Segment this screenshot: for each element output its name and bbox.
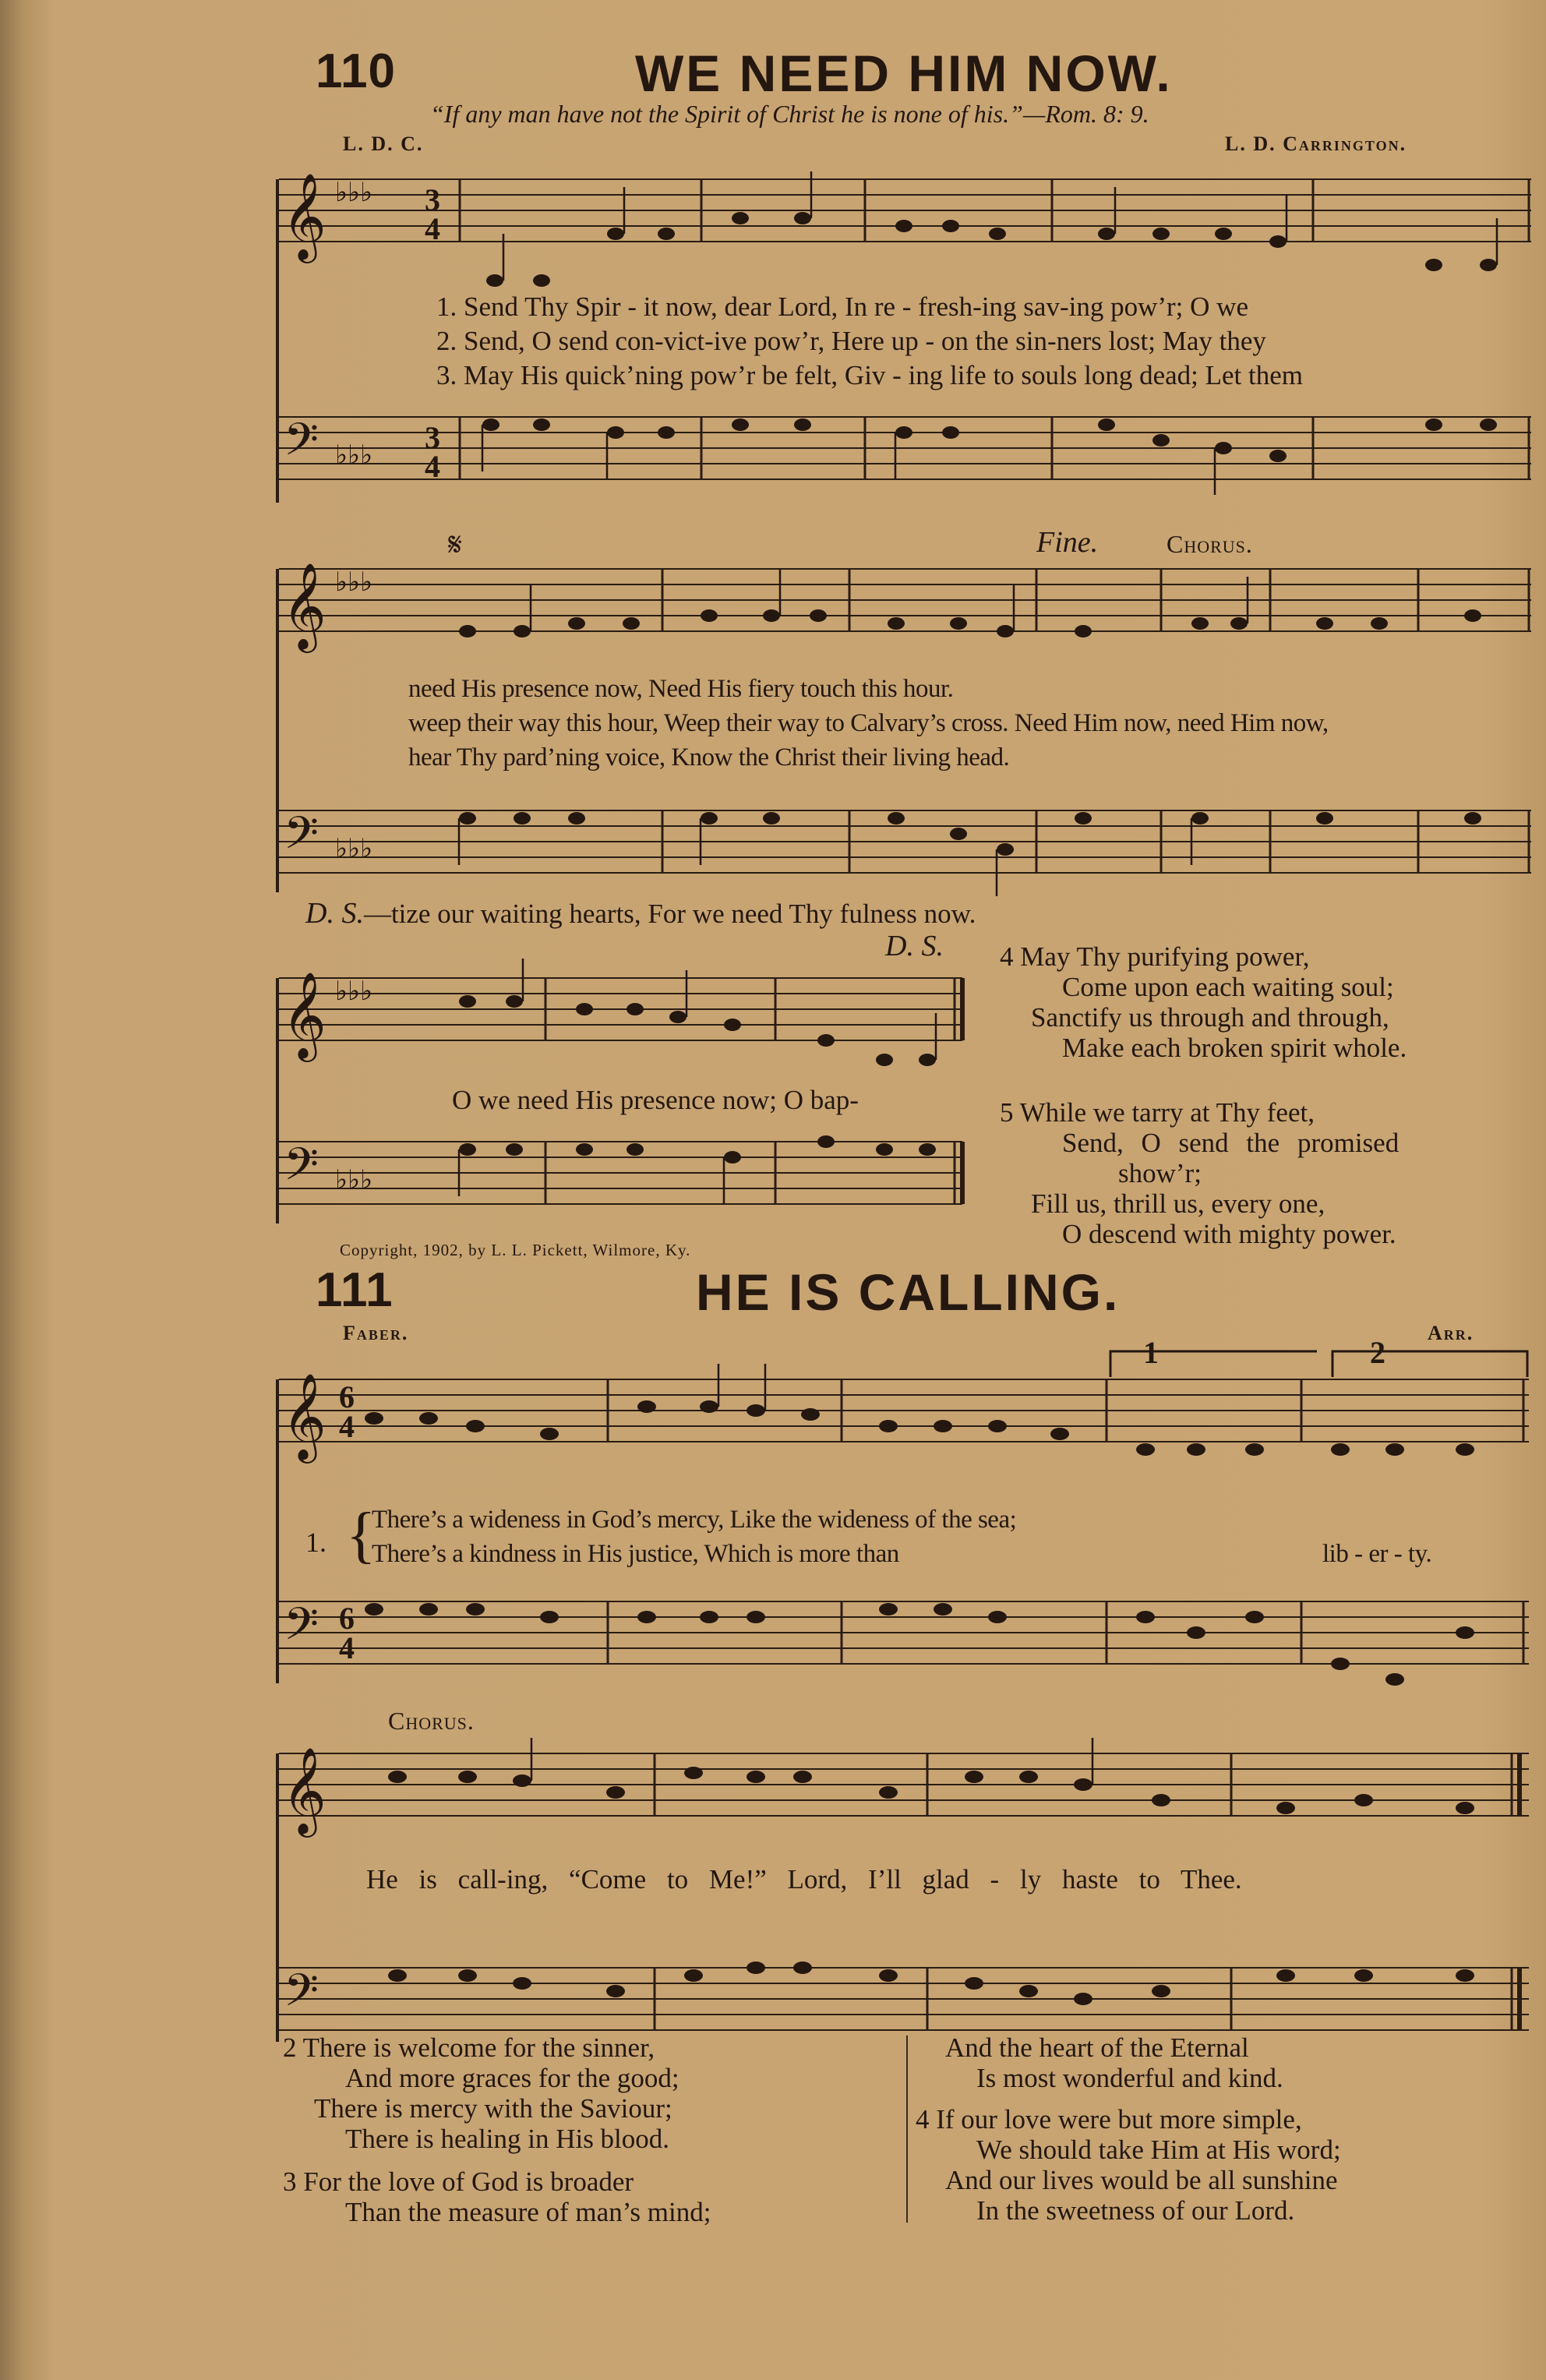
stanza-4 [1000, 941, 1407, 1063]
svg-text:𝄞: 𝄞 [282, 1372, 326, 1460]
svg-text:♭♭♭: ♭♭♭ [335, 1164, 373, 1195]
ending-2-label: 2 [1370, 1335, 1385, 1370]
ds-line [305, 896, 976, 930]
ds-mark: D. S. [885, 930, 944, 962]
svg-text:3: 3 [425, 420, 440, 455]
chorus-label-2: Chorus. [388, 1707, 475, 1735]
svg-text:♭♭♭: ♭♭♭ [335, 833, 373, 864]
stanza-3-continued [945, 2032, 1283, 2093]
stanza-2-line-2: And more graces for the good; [345, 2063, 679, 2093]
verse-line-1: 1. Send Thy Spir - it now, dear Lord, In re - fresh-ing sav-ing pow’r; O we [436, 291, 1248, 322]
svg-text:♭♭♭: ♭♭♭ [335, 567, 373, 598]
notes-treble-5 [388, 1738, 1474, 1814]
verse-line-3: 3. May His quick’ning pow’r be felt, Giv - ing life to souls long dead; Let them [436, 360, 1304, 390]
svg-text:3: 3 [425, 182, 440, 217]
hymn-title: WE NEED HIM NOW. [635, 44, 1173, 102]
stanza-5-line-3: show’r; [1118, 1158, 1202, 1188]
verse2-line-3: hear Thy pard’ning voice, Know the Christ their living head. [408, 743, 1010, 772]
stanza-4b-line-2: We should take Him at His word; [976, 2135, 1341, 2165]
notes-bass-1 [482, 418, 1497, 495]
stanza-2-line-1: 2 There is welcome for the sinner, [283, 2032, 655, 2063]
stanza-3-line-4: Is most wonderful and kind. [976, 2063, 1283, 2093]
svg-text:𝄢: 𝄢 [284, 413, 319, 477]
stanza-4b-line-3: And our lives would be all sunshine [945, 2165, 1338, 2195]
stanza-5-line-4: Fill us, thrill us, every one, [1031, 1188, 1325, 1219]
chorus-label: Chorus. [1167, 530, 1253, 558]
stanza-4-line-4: Make each broken spirit whole. [1062, 1033, 1407, 1063]
svg-text:6: 6 [339, 1601, 355, 1636]
svg-text:𝄢: 𝄢 [284, 807, 319, 870]
composer-left: L. D. C. [343, 132, 424, 155]
ending-1-label: 1 [1143, 1335, 1159, 1370]
stanza-4b [916, 2104, 1341, 2226]
svg-text:♭♭♭: ♭♭♭ [335, 976, 373, 1007]
notes-treble-1 [486, 171, 1497, 287]
ds-line-label: D. S. [305, 897, 364, 930]
stanza-4-line-1: 4 May Thy purifying power, [1000, 941, 1310, 972]
notes-bass-4 [365, 1603, 1474, 1686]
hymn-number-2: 111 [316, 1263, 394, 1317]
composer-right: L. D. Carrington. [1225, 132, 1407, 155]
stanza-4-line-3: Sanctify us through and through, [1031, 1002, 1389, 1033]
svg-text:𝄞: 𝄞 [282, 1746, 326, 1834]
svg-text:6: 6 [339, 1379, 355, 1414]
notes-bass-2 [459, 812, 1481, 896]
stanza-4-line-2: Come upon each waiting soul; [1062, 972, 1394, 1002]
notes-bass-3 [459, 1135, 936, 1204]
svg-text:𝄢: 𝄢 [284, 1964, 319, 2028]
stanza-3-line-2: Than the measure of man’s mind; [345, 2197, 711, 2227]
svg-text:𝄢: 𝄢 [284, 1598, 319, 1661]
svg-text:𝄞: 𝄞 [282, 562, 326, 649]
stanza-2-line-3: There is mercy with the Saviour; [314, 2093, 672, 2124]
svg-text:𝄞: 𝄞 [282, 971, 326, 1058]
segno-sign: 𝄋 [448, 528, 463, 563]
stanza-5-line-5: O descend with mighty power. [1062, 1219, 1396, 1249]
stanza-3-line-1: 3 For the love of God is broader [283, 2166, 634, 2197]
hymn-title-2: HE IS CALLING. [696, 1263, 1121, 1321]
stanza-5 [1000, 1097, 1399, 1249]
copyright: Copyright, 1902, by L. L. Pickett, Wilmore, Ky. [340, 1241, 691, 1259]
verse2-line-2: weep their way this hour, Weep their way to Calvary’s cross. Need Him now, need Him now, [408, 709, 1329, 737]
verse-number: 1. [305, 1527, 326, 1558]
column-divider [906, 2036, 908, 2223]
chorus-lyric-2: He is call-ing, “Come to Me!” Lord, I’ll glad - ly haste to Thee. [366, 1864, 1242, 1894]
verse-brace: { [346, 1501, 376, 1570]
verse-line-end: lib - er - ty. [1322, 1540, 1432, 1568]
composer-left-2: Faber. [343, 1322, 409, 1344]
composer-right-2: Arr. [1428, 1322, 1474, 1344]
notes-treble-2 [459, 569, 1481, 637]
verse-line-b: There’s a kindness in His justice, Which is more than [372, 1540, 899, 1568]
svg-text:4: 4 [339, 1409, 355, 1444]
verse-line-a: There’s a wideness in God’s mercy, Like the wideness of the sea; [372, 1506, 1017, 1534]
chorus-lyric: O we need His presence now; O bap- [452, 1085, 859, 1115]
stanza-2-line-4: There is healing in His blood. [345, 2124, 670, 2154]
stanza-5-line-1: 5 While we tarry at Thy feet, [1000, 1097, 1315, 1128]
stanza-2 [283, 2032, 679, 2154]
epigraph: “If any man have not the Spirit of Christ he is none of his.”—Rom. 8: 9. [430, 100, 1149, 128]
svg-text:♭♭♭: ♭♭♭ [335, 440, 373, 471]
verse-line-2: 2. Send, O send con-vict-ive pow’r, Here up - on the sin-ners lost; May they [436, 326, 1266, 356]
svg-text:4: 4 [339, 1630, 355, 1665]
stanza-4b-line-1: 4 If our love were but more simple, [916, 2104, 1302, 2135]
svg-text:4: 4 [425, 449, 440, 484]
stanza-4b-line-4: In the sweetness of our Lord. [976, 2195, 1295, 2226]
fine-mark: Fine. [1036, 526, 1099, 559]
stanza-3 [283, 2166, 711, 2227]
svg-text:𝄞: 𝄞 [282, 172, 326, 260]
svg-text:𝄢: 𝄢 [284, 1138, 319, 1202]
ds-line-text: —tize our waiting hearts, For we need Thy fulness now. [363, 899, 976, 929]
verse2-line-1: need His presence now, Need His fiery touch this hour. [408, 675, 954, 703]
svg-text:♭♭♭: ♭♭♭ [335, 177, 373, 208]
stanza-3-line-3: And the heart of the Eternal [945, 2032, 1249, 2063]
svg-text:4: 4 [425, 211, 440, 246]
stanza-5-line-2: Send, O send the promised [1062, 1128, 1400, 1158]
hymn-number: 110 [316, 44, 397, 98]
notes-treble-3 [459, 959, 936, 1066]
